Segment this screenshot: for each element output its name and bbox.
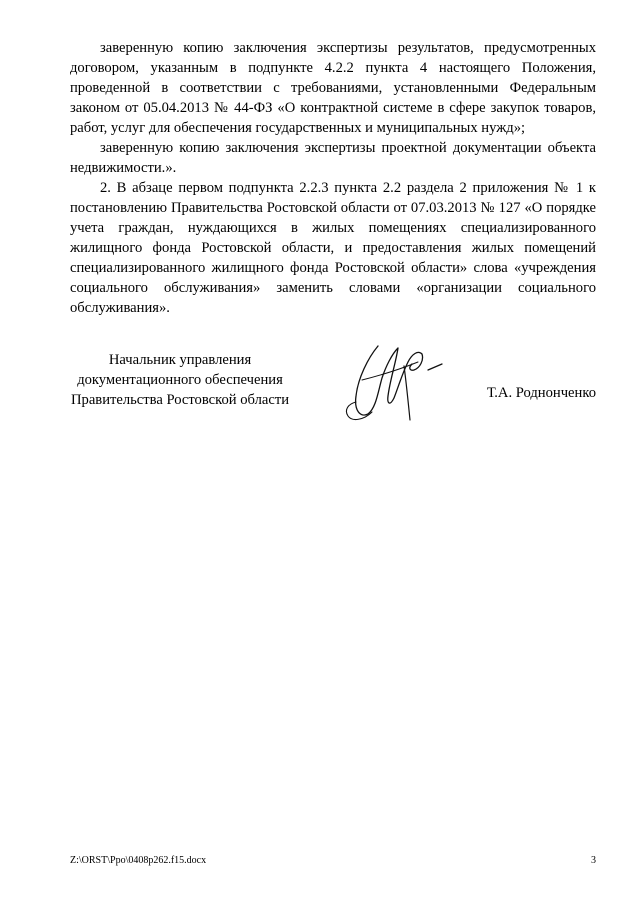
signatory-title bbox=[70, 350, 290, 410]
paragraph-project-expertise: заверенную копию заключения экспертизы проектной документации объекта недвижимости.». bbox=[70, 140, 596, 176]
signatory-name: Т.А. Роднонченко bbox=[486, 385, 596, 401]
signatory-title-line-1: Начальник управления bbox=[108, 352, 252, 368]
footer-page-number: 3 bbox=[591, 855, 596, 866]
signatory-title-line-3: Правительства Ростовской области bbox=[70, 392, 290, 408]
footer-file-path: Z:\ORST\Ppo\0408p262.f15.docx bbox=[70, 855, 207, 866]
signature-block bbox=[70, 350, 596, 430]
handwritten-signature bbox=[338, 340, 458, 426]
signatory-title-line-2: документационного обеспечения bbox=[77, 372, 283, 388]
paragraph-amendment-2: 2. В абзаце первом подпункта 2.2.3 пункта 2.2 раздела 2 приложения № 1 к постановлению Правительства Ростовской области от 07.03.2013 № 127 «О порядке учета граждан, нуждающихся в жилых помещениях специализированного жилищного фонда Ростовской области, и предоставления жилых помещений специализированного жилищного фонда Ростовской области» слова «учреждения социального обслуживания» заменить словами «организации социального обслуживания». bbox=[70, 180, 596, 316]
paragraph-expertise-results: заверенную копию заключения экспертизы результатов, предусмотренных договором, указанным в подпункте 4.2.2 пункта 4 настоящего Положения, проведенной в соответствии с требованиями, установленными Федеральным законом от 05.04.2013 № 44-ФЗ «О контрактной системе в сфере закупок товаров, работ, услуг для обеспечения государственных и муниципальных нужд»; bbox=[70, 40, 596, 136]
document-body bbox=[70, 38, 596, 318]
